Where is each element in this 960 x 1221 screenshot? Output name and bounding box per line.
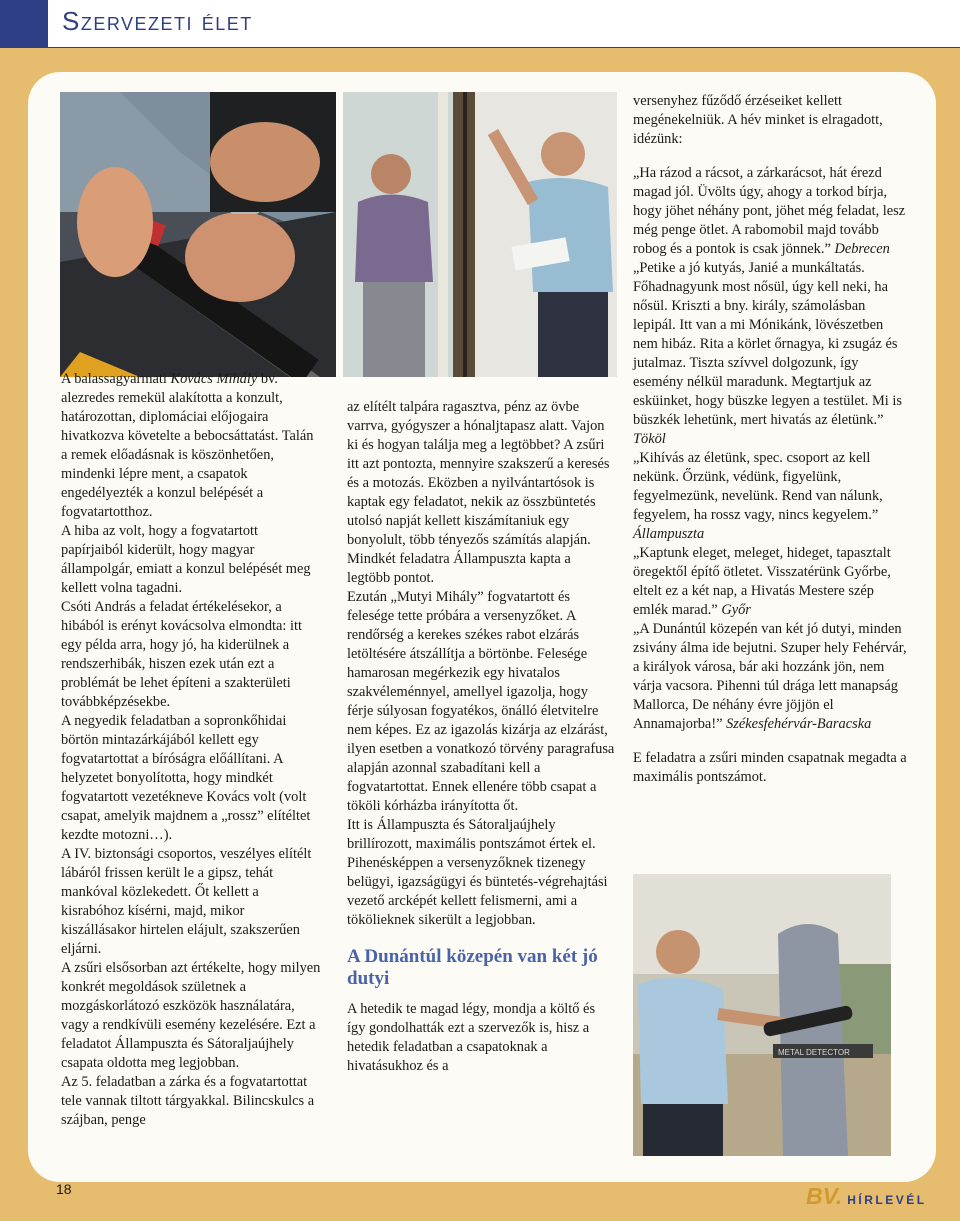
paragraph: Az 5. feladatban a zárka és a fogvatartottat tele vannak tiltott tárgyakkal. Bilincskulcs a szájban, penge [61,1074,315,1128]
paragraph: Ezután „Mutyi Mihály” fogvatartott és felesége tette próbára a versenyzőket. A rendőrség a kerekes székes rabot elzárás letöltésére átszállítja a börtönbe. Felesége hamarosan megérkezik egy hivatalos szakvéleménnyel, amellyel igazolja, hogy férje súlyosan fogyatékos, önálló életvitelre nem képes. Ez az igazolás kizárja az elzárást, ilyen esetben a vonatkozó törvény paragrafusa alapján azonnal szabadítani kell a fogvatartottat. Ennek ellenére több csapat a tököli kórházba irányította őt. [347,589,615,814]
song-quote: „Kaptunk eleget, meleget, hideget, tapasztalt öregektől építő ötletet. Visszatérünk Győrbe, eltelt ez a két nap, a Hivatás Mestere szép emlék marad.” Győr [633,545,891,618]
page-number: 18 [56,1181,72,1197]
article-column-2 [347,398,617,1076]
song-quote: „Ha rázod a rácsot, a zárkarácsot, hát érezd magad jól. Üvölts úgy, ahogy a torkod bírja, hogy jöhet néhány pont, jöhet még feladat, lesz még penge ötlet. A rabomobil majd tovább robog és a pontok is csak jönnek.” Debrecen [633,165,906,257]
paragraph: A balassagyarmati Kovács Mihály bv. alezredes remekül alakította a konzult, határozottan, diplomáciai előjogaira hivatkozva követelte a bebocsáttatást. Talán a remek előadásnak is köszönhetően, mindenki lépre ment, a csapatok engedélyezték a konzul belépését a fogvatartotthoz. [61,371,314,520]
paragraph: Csóti András a feladat értékelésekor, a hibából is erényt kovácsolva elmondta: itt egy példa arra, hogy jó, ha kiderülnek a rendszerhibák, hiszen ezek után ezt a problémát be lehet építeni a szakterületi továbbképzésekbe. [61,599,302,710]
song-quote: „Petike a jó kutyás, Janié a munkáltatás. Főhadnagyunk most nősül, úgy kell neki, ha nősül. Kriszti a bny. király, számolásban lepipál. Itt van a mi Mónikánk, lövészetben nem hibáz. Rita a körlet őrnagya, ki zsugáz és jutalmaz. Tiszta szívvel dolgozunk, így esemény nélkül maradunk. Megtartjuk az esküinket, hogy büszke legyen a testület. Mi is büszkék lehetünk, mert hivatás az életünk.” Tököl [633,260,902,447]
article-column-3 [633,92,907,787]
paragraph: A IV. biztonsági csoportos, veszélyes elítélt lábáról frissen került le a gipsz, tehát mankóval közlekedett. Őt kellett a kisrabóhoz kísérni, majd, mikor kiszállásakor hirtelen elájult, szakszerűen eljárni. [61,846,312,957]
header-rule [0,47,960,48]
paragraph: A zsűri elsősorban azt értékelte, hogy milyen konkrét megoldások születnek a mozgáskorlátozó eszközök használatára, vagy a rendkívüli esemény kezelésére. Ezt a feladatot Állampuszta és Sátoraljaújhely csapata oldotta meg legjobban. [61,960,321,1071]
section-title: Szervezeti élet [62,6,253,36]
paragraph: Itt is Állampuszta és Sátoraljaújhely brillírozott, maximális pontszámot értek el. Pihenésképpen a versenyzőknek tizenegy belügyi, igazságügyi és büntetés-végrehajtási vezető arcképét kellett felismerni, ami a tökölieknek sikerült a legjobban. [347,817,608,928]
subheading: A Dunántúl közepén van két jó dutyi [347,946,598,989]
song-quote: „A Dunántúl közepén van két jó dutyi, minden zsivány álma ide bejutni. Szuper hely Fehérvár, a királyok városa, bár aki hozzánk jön, nem várja vacsora. Pihenni túl drága lett manapság Mallorca, De néhány évre jöjjön el Annamajorba!” Székesfehérvár-Baracska [633,621,907,732]
photo-hands-detector [60,92,336,377]
song-quote: „Kihívás az életünk, spec. csoport az kell nekünk. Őrzünk, védünk, figyelünk, fegyelmezünk, nevelünk. Rend van nálunk, fegyelem, ha rossz vagy, nincs kegyelem.” Állampuszta [633,450,883,542]
paragraph: E feladatra a zsűri minden csapatnak megadta a maximális pontszámot. [633,750,907,785]
photo-metal-detector-search [633,874,891,1156]
detector-sign-text: METAL DETECTOR [778,1048,850,1057]
brand-bv: BV. [806,1183,843,1209]
brand-logo [806,1183,927,1209]
paragraph: versenyhez fűződő érzéseiket kellett megénekelniük. A hév minket is elragadott, idézünk: [633,93,883,147]
paragraph: az elítélt talpára ragasztva, pénz az övbe varrva, gyógyszer a hónaljtapasz alatt. Vajon ki és hogyan találja meg a legtöbbet? A zsűri itt azt pontozta, mennyire szakszerű a keresés és a motozás. Eközben a nyilvántartósok is kaptak egy feladatot, nekik az összbüntetés utolsó napját kellett kiszámítaniuk egy bonyolult, több tényezős számítás alapján. Mindkét feladatra Állampuszta kapta a legtöbb pontot. [347,399,610,586]
paragraph: A hetedik te magad légy, mondja a költő és így gondolhatták ezt a szervezők is, hisz a hetedik feladatban a csapatoknak a hivatásukhoz és a [347,1001,596,1074]
paragraph: A hiba az volt, hogy a fogvatartott papírjaiból kiderült, hogy magyar állampolgár, emiatt a konzul belépését meg kellett volna tagadni. [61,523,311,596]
article-column-1 [61,370,323,1130]
header-accent-block [0,0,48,48]
photo-officers-doorway [343,92,617,377]
brand-hirlevel: HÍRLEVÉL [847,1193,927,1207]
section-header [0,0,960,48]
paragraph: A negyedik feladatban a sopronkőhidai börtön mintazárkájából kellett egy fogvatartottat a bíróságra előállítani. A helyzetet bonyolította, hogy mindkét fogvatartott vezetékneve Kovács volt (volt csapat, amelyik majdnem a „rossz” elítéltet kezdte motozni…). [61,713,311,843]
